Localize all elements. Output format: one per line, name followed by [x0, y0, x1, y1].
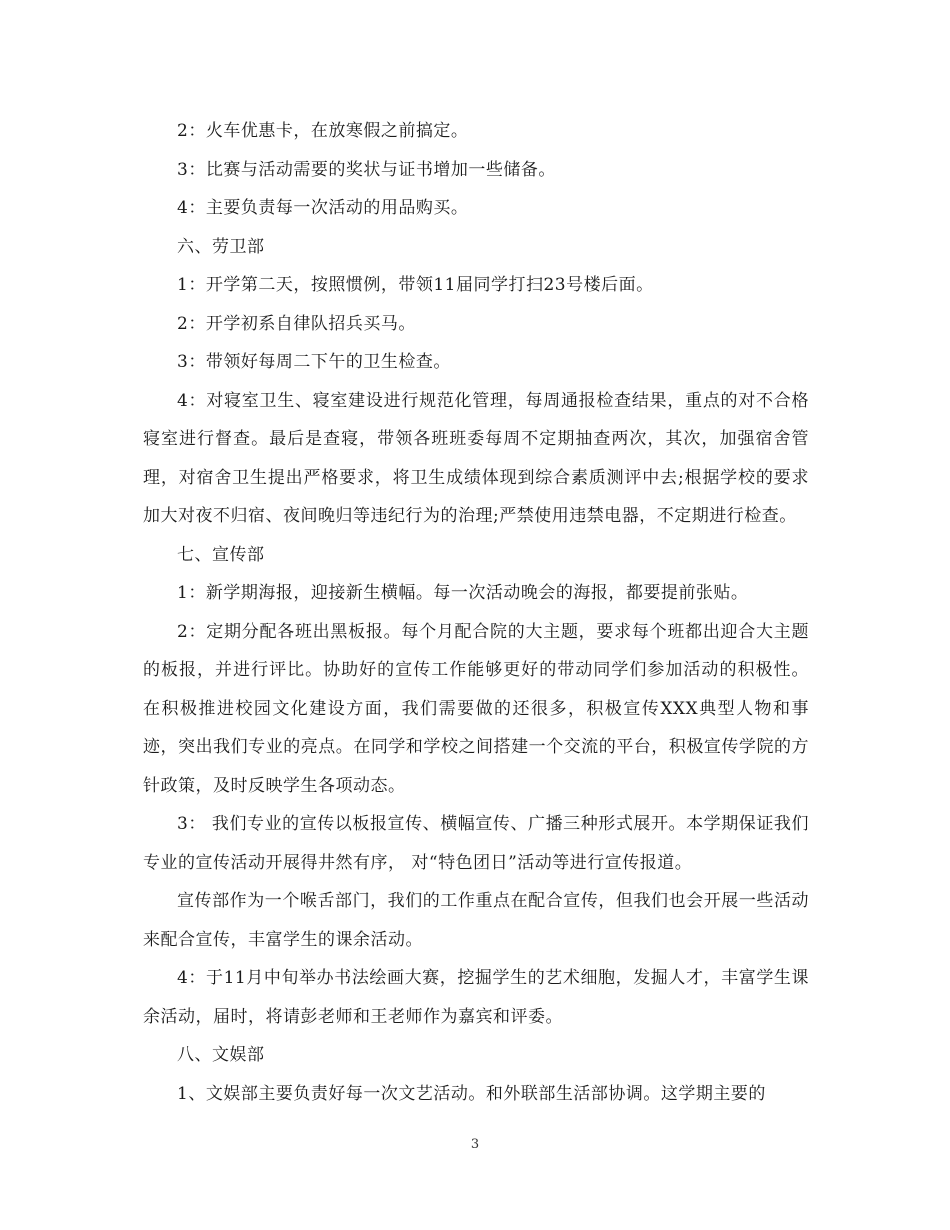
- paragraph: 4：于11月中旬举办书法绘画大赛，挖掘学生的艺术细胞，发掘人才，丰富学生课余活动，届时，将请彭老师和王老师作为嘉宾和评委。: [143, 968, 809, 1027]
- paragraph: 2：火车优惠卡，在放寒假之前搞定。: [177, 121, 469, 141]
- paragraph: 3：带领好每周二下午的卫生检查。: [177, 352, 451, 372]
- paragraph: 1：新学期海报，迎接新生横幅。每一次活动晚会的海报，都要提前张贴。: [177, 583, 749, 603]
- paragraph: 3：比赛与活动需要的奖状与证书增加一些储备。: [177, 159, 556, 180]
- section-heading: 七、宣传部: [177, 544, 265, 565]
- page-number: 3: [470, 1137, 480, 1152]
- paragraph: 宣传部作为一个喉舌部门，我们的工作重点在配合宣传，但我们也会开展一些活动来配合宣传，丰富学生的课余活动。: [143, 891, 809, 950]
- paragraph: 4：主要负责每一次活动的用品购买。: [177, 198, 469, 218]
- paragraph: 2：定期分配各班出黑板报。每个月配合院的大主题，要求每个班都出迎合大主题的板报，并进行评比。协助好的宣传工作能够更好的带动同学们参加活动的积极性。 在积极推进校园文化建设方面，我们需要做的还很多，积极宣传XXX典型人物和事迹，突出我们专业的亮点。在同学和学校之间搭建一个交流的平台，积极宣传学院的方针政策，及时反映学生各项动态。: [143, 621, 809, 796]
- paragraph: 4：对寝室卫生、寝室建设进行规范化管理，每周通报检查结果，重点的对不合格寝室进行督查。最后是查寝，带领各班班委每周不定期抽查两次，其次，加强宿舍管理，对宿舍卫生提出严格要求，将卫生成绩体现到综合素质测评中去;根据学校的要求加大对夜不归宿、夜间晚归等违纪行为的治理;严禁使用违禁电器，不定期进行检查。: [143, 390, 809, 526]
- section-heading: 六、劳卫部: [177, 236, 265, 257]
- paragraph: 1：开学第二天，按照惯例，带领11届同学打扫23号楼后面。: [177, 275, 654, 295]
- section-heading: 八、文娱部: [177, 1045, 265, 1065]
- document-body: [143, 112, 809, 1113]
- paragraph: 1、文娱部主要负责好每一次文艺活动。和外联部生活部协调。这学期主要的: [177, 1083, 766, 1104]
- paragraph: 2：开学初系自律队招兵买马。: [177, 313, 416, 334]
- paragraph: 3： 我们专业的宣传以板报宣传、横幅宣传、广播三种形式展开。本学期保证我们专业的宣传活动开展得井然有序， 对“特色团日”活动等进行宣传报道。: [143, 814, 809, 873]
